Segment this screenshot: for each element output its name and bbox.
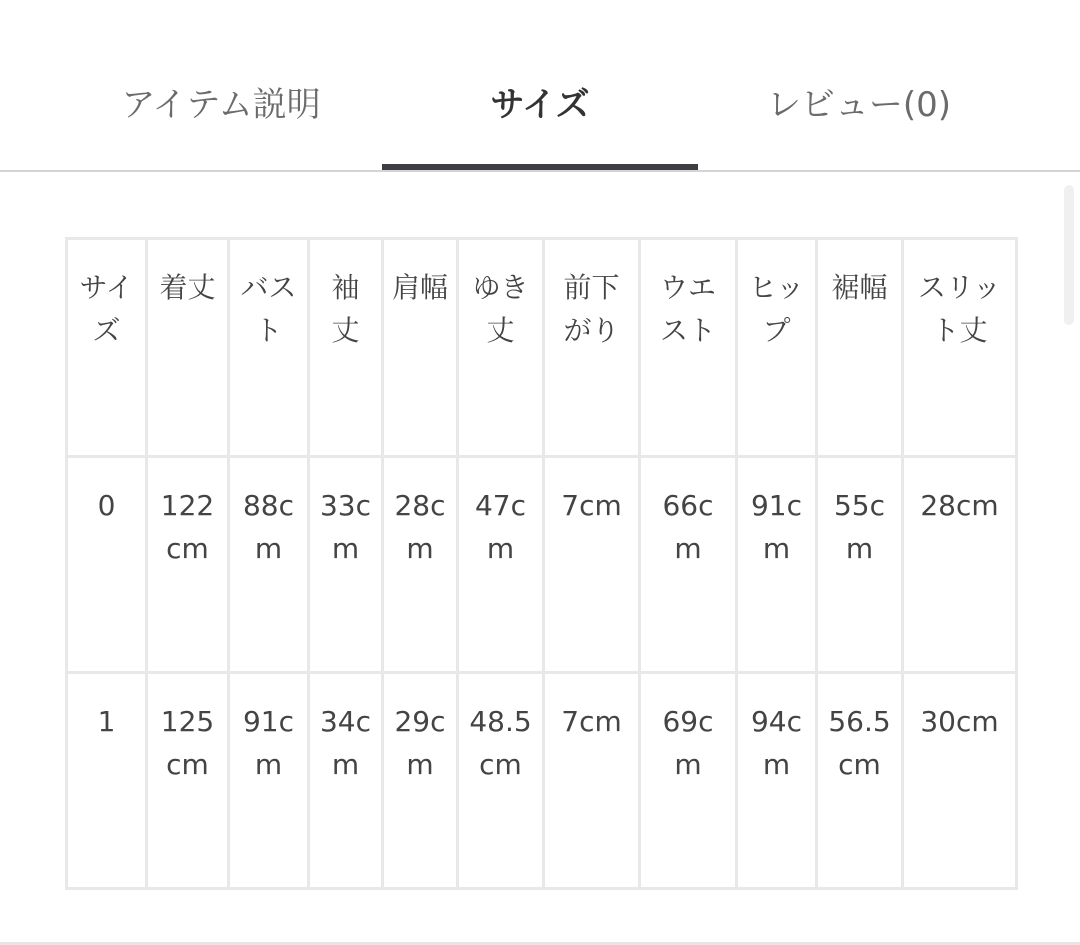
table-cell: 28cm xyxy=(383,457,458,673)
table-cell: 125cm xyxy=(147,673,229,889)
header-cell: 裾幅 xyxy=(817,239,903,457)
table-cell: 122cm xyxy=(147,457,229,673)
table-cell: 1 xyxy=(67,673,147,889)
table-cell: 33cm xyxy=(309,457,383,673)
header-cell: ウエスト xyxy=(640,239,737,457)
table-cell: 29cm xyxy=(383,673,458,889)
table-cell: 94cm xyxy=(737,673,817,889)
header-cell: バスト xyxy=(229,239,309,457)
tab-item-description[interactable]: アイテム説明 xyxy=(121,84,321,125)
header-cell: サイズ xyxy=(67,239,147,457)
header-cell: 袖丈 xyxy=(309,239,383,457)
header-cell: 肩幅 xyxy=(383,239,458,457)
table-cell: 88cm xyxy=(229,457,309,673)
table-cell: 66cm xyxy=(640,457,737,673)
table-cell: 34cm xyxy=(309,673,383,889)
table-cell: 56.5cm xyxy=(817,673,903,889)
size-table xyxy=(65,237,1018,890)
tab-size[interactable]: サイズ xyxy=(490,84,590,125)
table-cell: 91cm xyxy=(229,673,309,889)
table-cell: 28cm xyxy=(903,457,1017,673)
scrollbar[interactable] xyxy=(1064,185,1074,325)
table-cell: 30cm xyxy=(903,673,1017,889)
tab-bar xyxy=(0,0,1080,172)
table-row xyxy=(67,457,1017,673)
header-cell: スリット丈 xyxy=(903,239,1017,457)
header-cell: 前下がり xyxy=(544,239,640,457)
header-cell: 着丈 xyxy=(147,239,229,457)
table-cell: 55cm xyxy=(817,457,903,673)
table-cell: 7cm xyxy=(544,457,640,673)
header-cell: ヒップ xyxy=(737,239,817,457)
table-cell: 7cm xyxy=(544,673,640,889)
header-cell: ゆき丈 xyxy=(458,239,544,457)
tab-divider xyxy=(0,170,1080,172)
table-cell: 69cm xyxy=(640,673,737,889)
table-cell: 91cm xyxy=(737,457,817,673)
table-header-row xyxy=(67,239,1017,457)
table-cell: 47cm xyxy=(458,457,544,673)
table-cell: 0 xyxy=(67,457,147,673)
table-row xyxy=(67,673,1017,889)
tab-reviews[interactable]: レビュー(0) xyxy=(766,84,952,125)
table-cell: 48.5cm xyxy=(458,673,544,889)
